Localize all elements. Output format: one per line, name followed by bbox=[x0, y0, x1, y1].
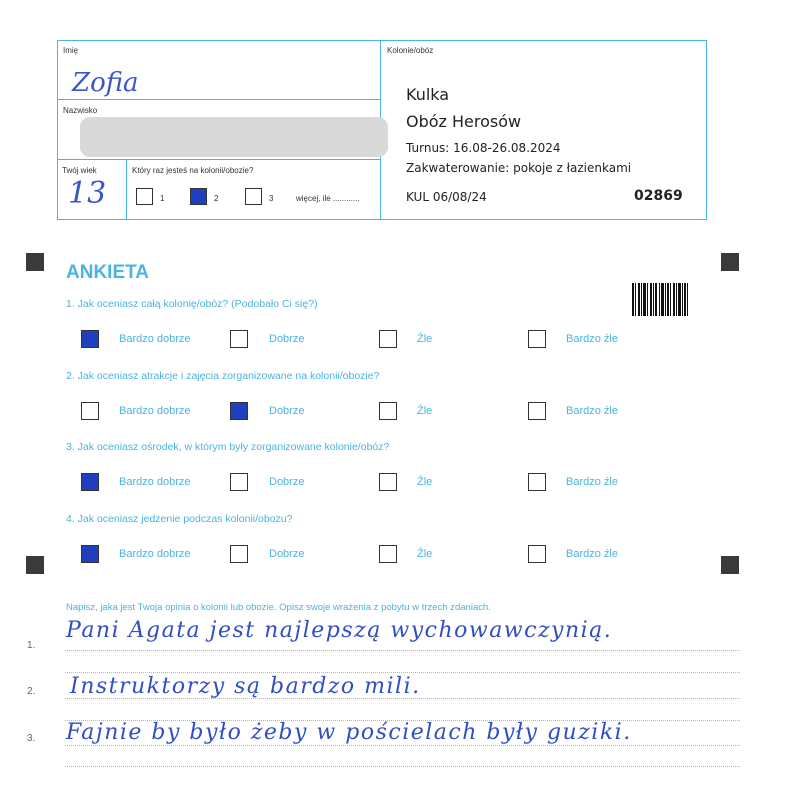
q2-option-bardzo-zle-label: Bardzo źle bbox=[566, 405, 618, 417]
opinion-line-1-rule bbox=[65, 650, 740, 651]
q1-option-dobrze-checkbox[interactable] bbox=[230, 330, 248, 348]
visit-option-3-label: 3 bbox=[269, 194, 274, 203]
visit-option-1-checkbox[interactable] bbox=[136, 188, 153, 205]
q1-option-bardzo-zle-checkbox[interactable] bbox=[528, 330, 546, 348]
visit-option-2-label: 2 bbox=[214, 194, 219, 203]
q3-option-dobrze-label: Dobrze bbox=[269, 476, 305, 488]
q1-option-zle-checkbox[interactable] bbox=[379, 330, 397, 348]
question-1-text: 1. Jak oceniasz całą kolonię/obóz? (Podobało Ci się?) bbox=[66, 298, 318, 310]
q4-option-dobrze-label: Dobrze bbox=[269, 548, 305, 560]
camp-turnus: Turnus: 16.08-26.08.2024 bbox=[406, 141, 561, 155]
opinion-line-3-text[interactable]: Fajnie by było żeby w pościelach były guziki. bbox=[66, 720, 632, 745]
first-name-value: Zofia bbox=[72, 68, 139, 98]
opinion-line-3b-rule bbox=[65, 766, 740, 767]
q4-option-dobrze-checkbox[interactable] bbox=[230, 545, 248, 563]
q3-option-bardzo-dobrze-label: Bardzo dobrze bbox=[119, 476, 191, 488]
q2-option-zle-checkbox[interactable] bbox=[379, 402, 397, 420]
camp-title: Obóz Herosów bbox=[406, 112, 522, 131]
q2-option-bardzo-dobrze-checkbox[interactable] bbox=[81, 402, 99, 420]
barcode bbox=[632, 283, 688, 316]
q4-option-bardzo-dobrze-label: Bardzo dobrze bbox=[119, 548, 191, 560]
q3-option-bardzo-zle-label: Bardzo źle bbox=[566, 476, 618, 488]
q2-option-bardzo-zle-checkbox[interactable] bbox=[528, 402, 546, 420]
visit-option-2-checkbox[interactable] bbox=[190, 188, 207, 205]
visit-option-3-checkbox[interactable] bbox=[245, 188, 262, 205]
q2-option-bardzo-dobrze-label: Bardzo dobrze bbox=[119, 405, 191, 417]
q2-option-dobrze-label: Dobrze bbox=[269, 405, 305, 417]
first-name-label: Imię bbox=[63, 46, 79, 55]
registration-marker-top-right bbox=[721, 253, 739, 271]
q4-option-zle-checkbox[interactable] bbox=[379, 545, 397, 563]
opinion-line-1-number: 1. bbox=[27, 640, 36, 651]
q3-option-zle-label: Źle bbox=[417, 476, 433, 488]
visit-count-label: Który raz jesteś na kolonii/obozie? bbox=[132, 166, 254, 175]
q1-option-dobrze-label: Dobrze bbox=[269, 333, 305, 345]
question-2-text: 2. Jak oceniasz atrakcje i zajęcia zorganizowane na kolonii/obozie? bbox=[66, 370, 380, 382]
camp-label: Kolonie/obóz bbox=[387, 46, 434, 55]
survey-title: ANKIETA bbox=[66, 262, 150, 283]
age-label: Twój wiek bbox=[62, 166, 97, 175]
camp-name: Kulka bbox=[406, 85, 450, 104]
q3-option-zle-checkbox[interactable] bbox=[379, 473, 397, 491]
camp-code: KUL 06/08/24 bbox=[406, 190, 487, 204]
q1-option-zle-label: Źle bbox=[417, 333, 433, 345]
q3-option-dobrze-checkbox[interactable] bbox=[230, 473, 248, 491]
q4-option-bardzo-zle-checkbox[interactable] bbox=[528, 545, 546, 563]
q1-option-bardzo-zle-label: Bardzo źle bbox=[566, 333, 618, 345]
visit-option-more-label: więcej, ile ............ bbox=[296, 194, 360, 203]
q3-option-bardzo-zle-checkbox[interactable] bbox=[528, 473, 546, 491]
opinion-line-1-text[interactable]: Pani Agata jest najlepszą wychowawczynią. bbox=[66, 618, 613, 643]
opinion-line-3-rule bbox=[65, 745, 740, 746]
age-value: 13 bbox=[68, 176, 107, 211]
q4-option-bardzo-zle-label: Bardzo źle bbox=[566, 548, 618, 560]
surname-label: Nazwisko bbox=[63, 106, 98, 115]
q3-option-bardzo-dobrze-checkbox[interactable] bbox=[81, 473, 99, 491]
q4-option-bardzo-dobrze-checkbox[interactable] bbox=[81, 545, 99, 563]
visit-option-1-label: 1 bbox=[160, 194, 165, 203]
camp-accommodation: Zakwaterowanie: pokoje z łazienkami bbox=[406, 161, 632, 175]
redaction-bar bbox=[80, 117, 388, 157]
registration-marker-bottom-left bbox=[26, 556, 44, 574]
q1-option-bardzo-dobrze-label: Bardzo dobrze bbox=[119, 333, 191, 345]
q2-option-zle-label: Źle bbox=[417, 405, 433, 417]
opinion-line-3-number: 3. bbox=[27, 733, 36, 744]
camp-number: 02869 bbox=[634, 188, 683, 204]
opinion-line-1b-rule bbox=[65, 672, 740, 673]
registration-marker-top-left bbox=[26, 253, 44, 271]
opinion-line-2-rule bbox=[65, 698, 740, 699]
q4-option-zle-label: Źle bbox=[417, 548, 433, 560]
q2-option-dobrze-checkbox[interactable] bbox=[230, 402, 248, 420]
question-4-text: 4. Jak oceniasz jedzenie podczas kolonii/obozu? bbox=[66, 513, 293, 525]
registration-marker-bottom-right bbox=[721, 556, 739, 574]
opinion-line-2-number: 2. bbox=[27, 686, 36, 697]
opinion-prompt: Napisz, jaka jest Twoja opinia o kolonii lub obozie. Opisz swoje wrażenia z pobytu w trzech zdaniach. bbox=[66, 602, 491, 613]
q1-option-bardzo-dobrze-checkbox[interactable] bbox=[81, 330, 99, 348]
question-3-text: 3. Jak oceniasz ośrodek, w którym były zorganizowane kolonie/obóz? bbox=[66, 441, 390, 453]
opinion-line-2-text[interactable]: Instruktorzy są bardzo mili. bbox=[70, 674, 421, 699]
